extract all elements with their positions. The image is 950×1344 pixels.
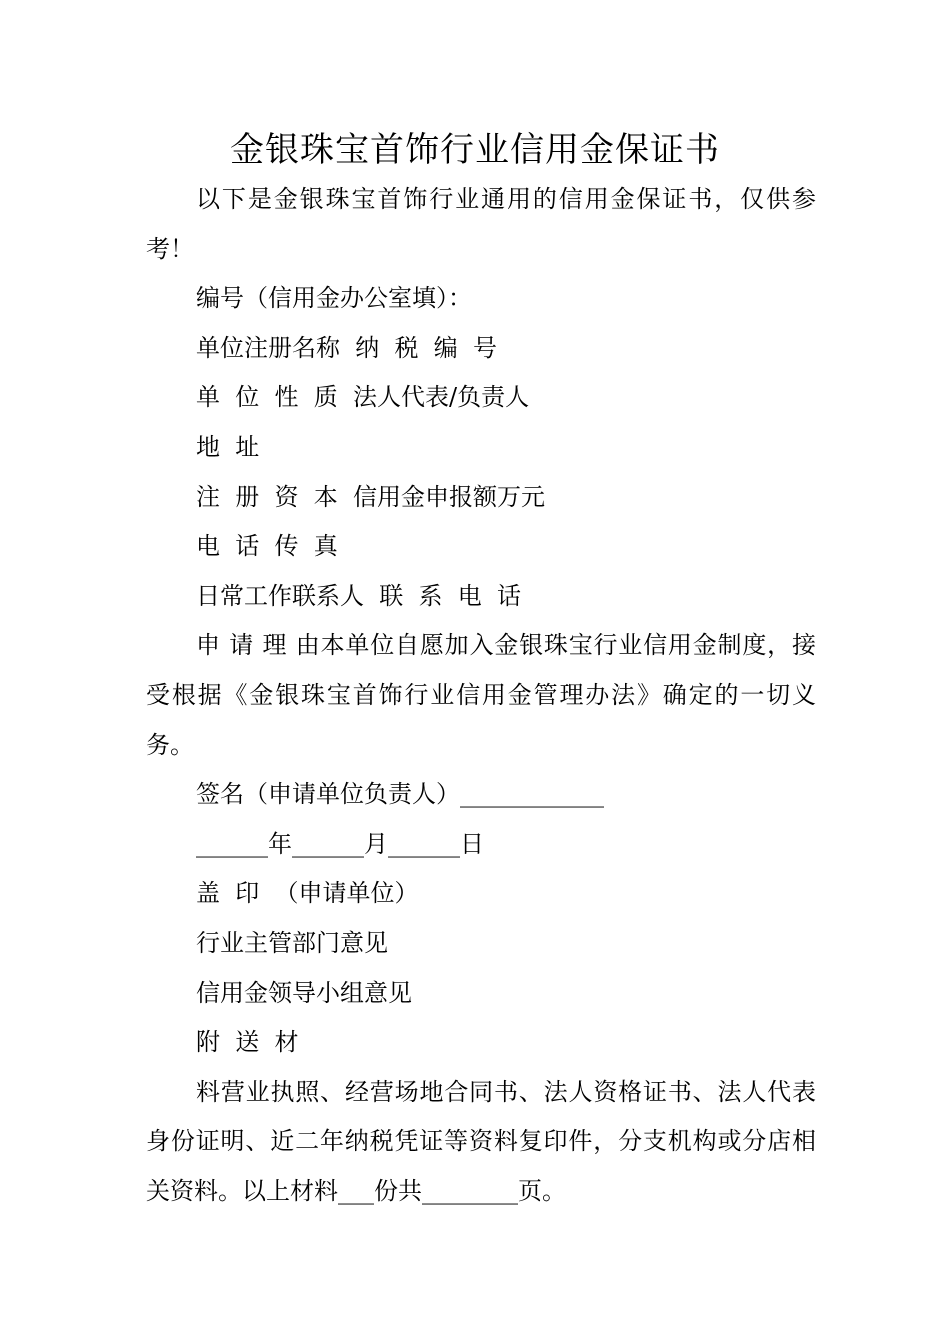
field-phone-fax: 电 话 传 真 bbox=[196, 532, 338, 561]
date-line: ______年______月______日 bbox=[196, 829, 484, 858]
document-title: 金银珠宝首饰行业信用金保证书 bbox=[230, 130, 720, 170]
intro-paragraph: 以下是金银珠宝首饰行业通用的信用金保证书，仅供参考！ bbox=[146, 185, 816, 263]
field-capital-credit: 注 册 资 本 信用金申报额万元 bbox=[196, 482, 546, 511]
attachments-label: 附 送 材 bbox=[196, 1028, 299, 1057]
document-body bbox=[146, 175, 816, 1216]
field-unit-name-tax: 单位注册名称 纳 税 编 号 bbox=[196, 333, 498, 362]
field-serial-no: 编号（信用金办公室填）： bbox=[196, 284, 472, 313]
industry-opinion-line: 行业主管部门意见 bbox=[196, 928, 388, 957]
group-opinion-line: 信用金领导小组意见 bbox=[196, 978, 412, 1007]
signature-line: 签名（申请单位负责人）____________ bbox=[196, 780, 604, 809]
field-address: 地 址 bbox=[196, 432, 260, 461]
field-contact: 日常工作联系人 联 系 电 话 bbox=[196, 581, 522, 610]
attachments-paragraph: 料营业执照、经营场地合同书、法人资格证书、法人代表身份证明、近二年纳税凭证等资料复印件，分支机构或分店相关资料。以上材料___份共________页。 bbox=[146, 1077, 816, 1205]
seal-line: 盖 印 （申请单位） bbox=[196, 879, 419, 908]
application-paragraph: 申 请 理 由本单位自愿加入金银珠宝行业信用金制度，接受根据《金银珠宝首饰行业信用金管理办法》确定的一切义务。 bbox=[146, 631, 816, 759]
field-unit-nature-rep: 单 位 性 质 法人代表/负责人 bbox=[196, 383, 530, 412]
